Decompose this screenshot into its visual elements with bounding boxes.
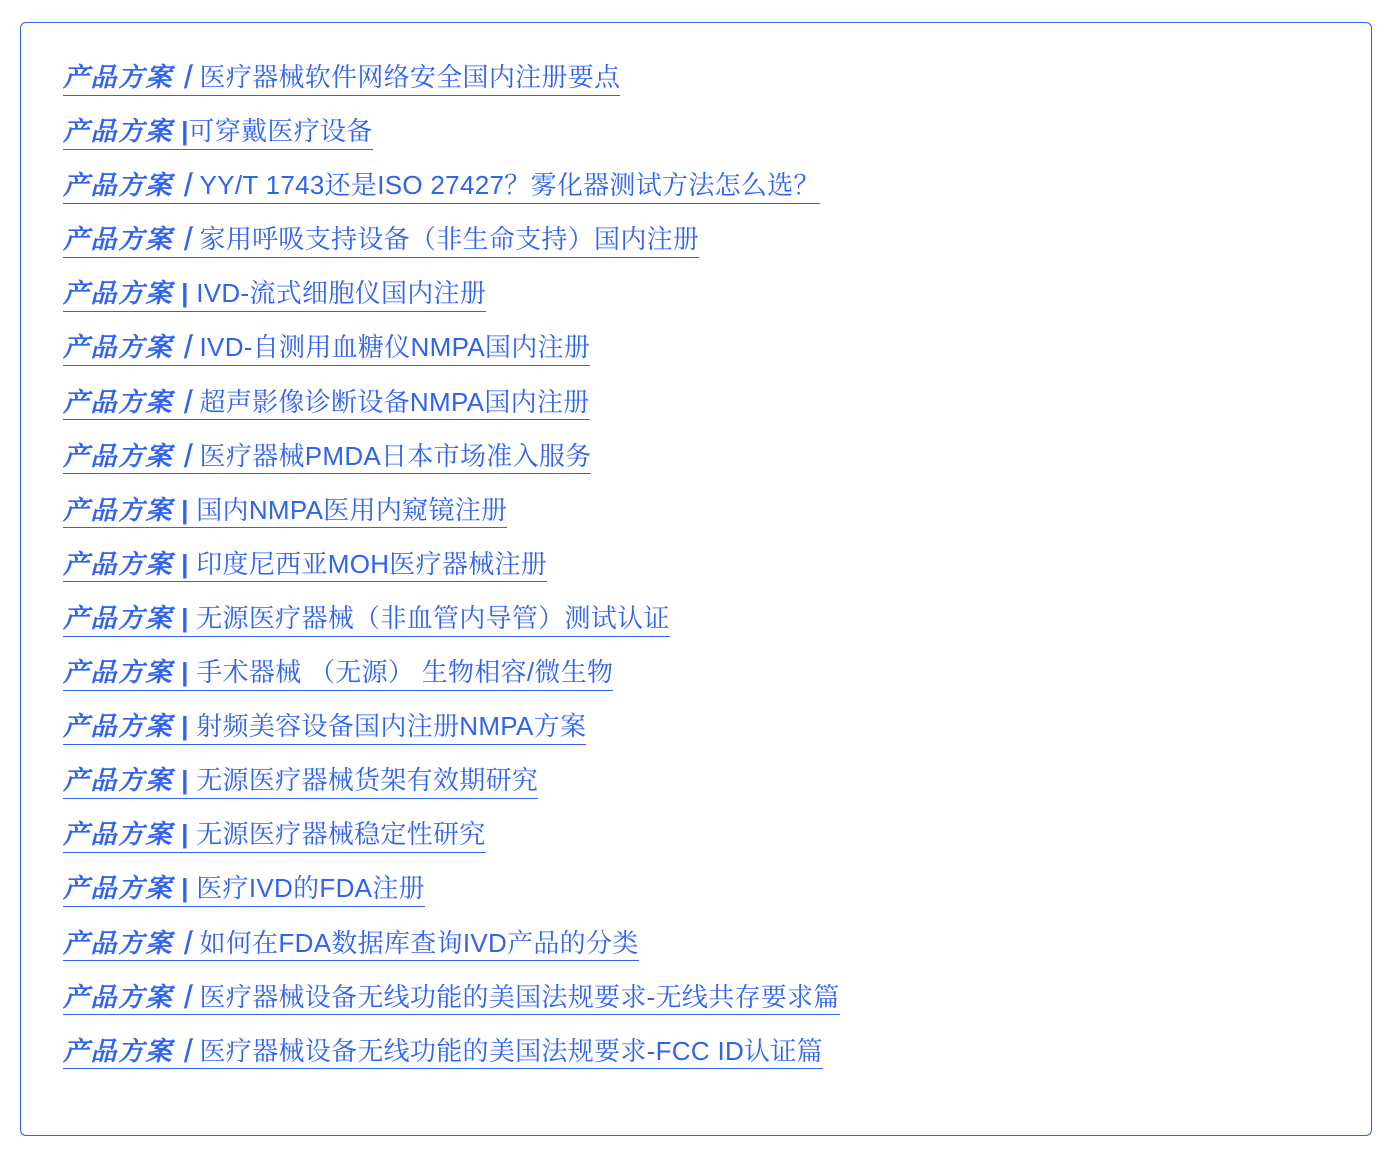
- link-separator: 丨: [173, 927, 200, 958]
- link-title: 家用呼吸支持设备（非生命支持）国内注册: [199, 224, 700, 255]
- list-item: [63, 117, 1371, 150]
- link-separator: 丨: [173, 440, 200, 471]
- product-solution-link[interactable]: [63, 1037, 823, 1070]
- link-tag: 产品方案: [63, 494, 174, 525]
- product-solution-link[interactable]: [63, 983, 840, 1016]
- link-separator: |: [173, 548, 197, 579]
- link-separator: 丨: [173, 981, 200, 1012]
- product-solution-link[interactable]: [63, 279, 486, 312]
- link-separator: |: [173, 278, 197, 309]
- product-solution-link[interactable]: [63, 117, 373, 150]
- link-title: YY/T 1743还是ISO 27427？雾化器测试方法怎么选？: [199, 170, 820, 201]
- link-tag: 产品方案: [63, 711, 174, 742]
- list-item: [63, 658, 1371, 691]
- product-solution-link[interactable]: [63, 604, 670, 637]
- link-tag: 产品方案: [63, 440, 174, 471]
- link-title: 医疗IVD的FDA注册: [196, 873, 425, 904]
- link-tag: 产品方案: [63, 602, 174, 633]
- link-separator: 丨: [173, 386, 200, 417]
- link-tag: 产品方案: [63, 224, 174, 255]
- link-title: 国内NMPA医用内窥镜注册: [196, 494, 508, 525]
- link-title: 无源医疗器械（非血管内导管）测试认证: [196, 602, 670, 633]
- link-title: 医疗器械软件网络安全国内注册要点: [199, 62, 621, 92]
- product-solution-link[interactable]: [63, 63, 620, 96]
- link-title: 手术器械 （无源） 生物相容/微生物: [196, 657, 614, 688]
- link-tag: 产品方案: [63, 548, 174, 579]
- link-separator: |: [173, 657, 197, 688]
- product-solution-link[interactable]: [63, 388, 590, 421]
- link-tag: 产品方案: [63, 927, 174, 958]
- link-tag: 产品方案: [63, 873, 174, 904]
- link-tag: 产品方案: [63, 278, 174, 309]
- link-title: 可穿戴医疗设备: [188, 116, 373, 147]
- link-tag: 产品方案: [63, 332, 174, 363]
- link-panel: [20, 22, 1372, 1136]
- list-item: [63, 225, 1371, 258]
- list-item: [63, 550, 1371, 583]
- link-tag: 产品方案: [63, 819, 174, 850]
- link-separator: |: [173, 116, 189, 147]
- product-solution-link-list: [63, 63, 1371, 1069]
- link-separator: 丨: [173, 1035, 200, 1066]
- list-item: [63, 983, 1371, 1016]
- list-item: [63, 604, 1371, 637]
- link-tag: 产品方案: [63, 981, 174, 1012]
- link-title: 如何在FDA数据库查询IVD产品的分类: [199, 927, 639, 958]
- list-item: [63, 820, 1371, 853]
- link-title: 射频美容设备国内注册NMPA方案: [196, 711, 587, 742]
- list-item: [63, 929, 1371, 962]
- list-item: [63, 63, 1371, 96]
- link-tag: 产品方案: [63, 62, 174, 92]
- product-solution-link[interactable]: [63, 712, 586, 745]
- link-tag: 产品方案: [63, 657, 174, 688]
- link-title: 医疗器械PMDA日本市场准入服务: [199, 440, 592, 471]
- link-tag: 产品方案: [63, 765, 174, 796]
- link-tag: 产品方案: [63, 1035, 174, 1066]
- link-title: 无源医疗器械稳定性研究: [196, 819, 486, 850]
- list-item: [63, 874, 1371, 907]
- link-separator: |: [173, 602, 197, 633]
- link-tag: 产品方案: [63, 116, 174, 147]
- link-separator: 丨: [173, 224, 200, 255]
- product-solution-link[interactable]: [63, 442, 591, 475]
- product-solution-link[interactable]: [63, 874, 425, 907]
- link-separator: |: [173, 765, 197, 796]
- product-solution-link[interactable]: [63, 766, 538, 799]
- link-tag: 产品方案: [63, 386, 174, 417]
- product-solution-link[interactable]: [63, 333, 590, 366]
- list-item: [63, 388, 1371, 421]
- list-item: [63, 171, 1371, 204]
- link-title: 医疗器械设备无线功能的美国法规要求-FCC ID认证篇: [199, 1035, 823, 1066]
- product-solution-link[interactable]: [63, 550, 547, 583]
- product-solution-link[interactable]: [63, 225, 699, 258]
- list-item: [63, 1037, 1371, 1070]
- product-solution-link[interactable]: [63, 820, 486, 853]
- link-title: 医疗器械设备无线功能的美国法规要求-无线共存要求篇: [199, 981, 840, 1012]
- link-separator: |: [173, 873, 197, 904]
- product-solution-link[interactable]: [63, 658, 613, 691]
- list-item: [63, 712, 1371, 745]
- link-tag: 产品方案: [63, 170, 174, 201]
- product-solution-link[interactable]: [63, 171, 820, 204]
- link-separator: 丨: [173, 170, 200, 201]
- link-title: IVD-流式细胞仪国内注册: [196, 278, 487, 309]
- link-title: 超声影像诊断设备NMPA国内注册: [199, 386, 590, 417]
- link-title: 印度尼西亚MOH医疗器械注册: [196, 548, 548, 579]
- list-item: [63, 442, 1371, 475]
- product-solution-link[interactable]: [63, 929, 639, 962]
- list-item: [63, 279, 1371, 312]
- list-item: [63, 766, 1371, 799]
- link-separator: 丨: [173, 332, 200, 363]
- list-item: [63, 333, 1371, 366]
- link-title: 无源医疗器械货架有效期研究: [196, 765, 539, 796]
- list-item: [63, 496, 1371, 529]
- link-separator: |: [173, 494, 197, 525]
- link-title: IVD-自测用血糖仪NMPA国内注册: [199, 332, 591, 363]
- link-separator: |: [173, 819, 197, 850]
- link-separator: 丨: [173, 62, 200, 92]
- link-separator: |: [173, 711, 197, 742]
- product-solution-link[interactable]: [63, 496, 507, 529]
